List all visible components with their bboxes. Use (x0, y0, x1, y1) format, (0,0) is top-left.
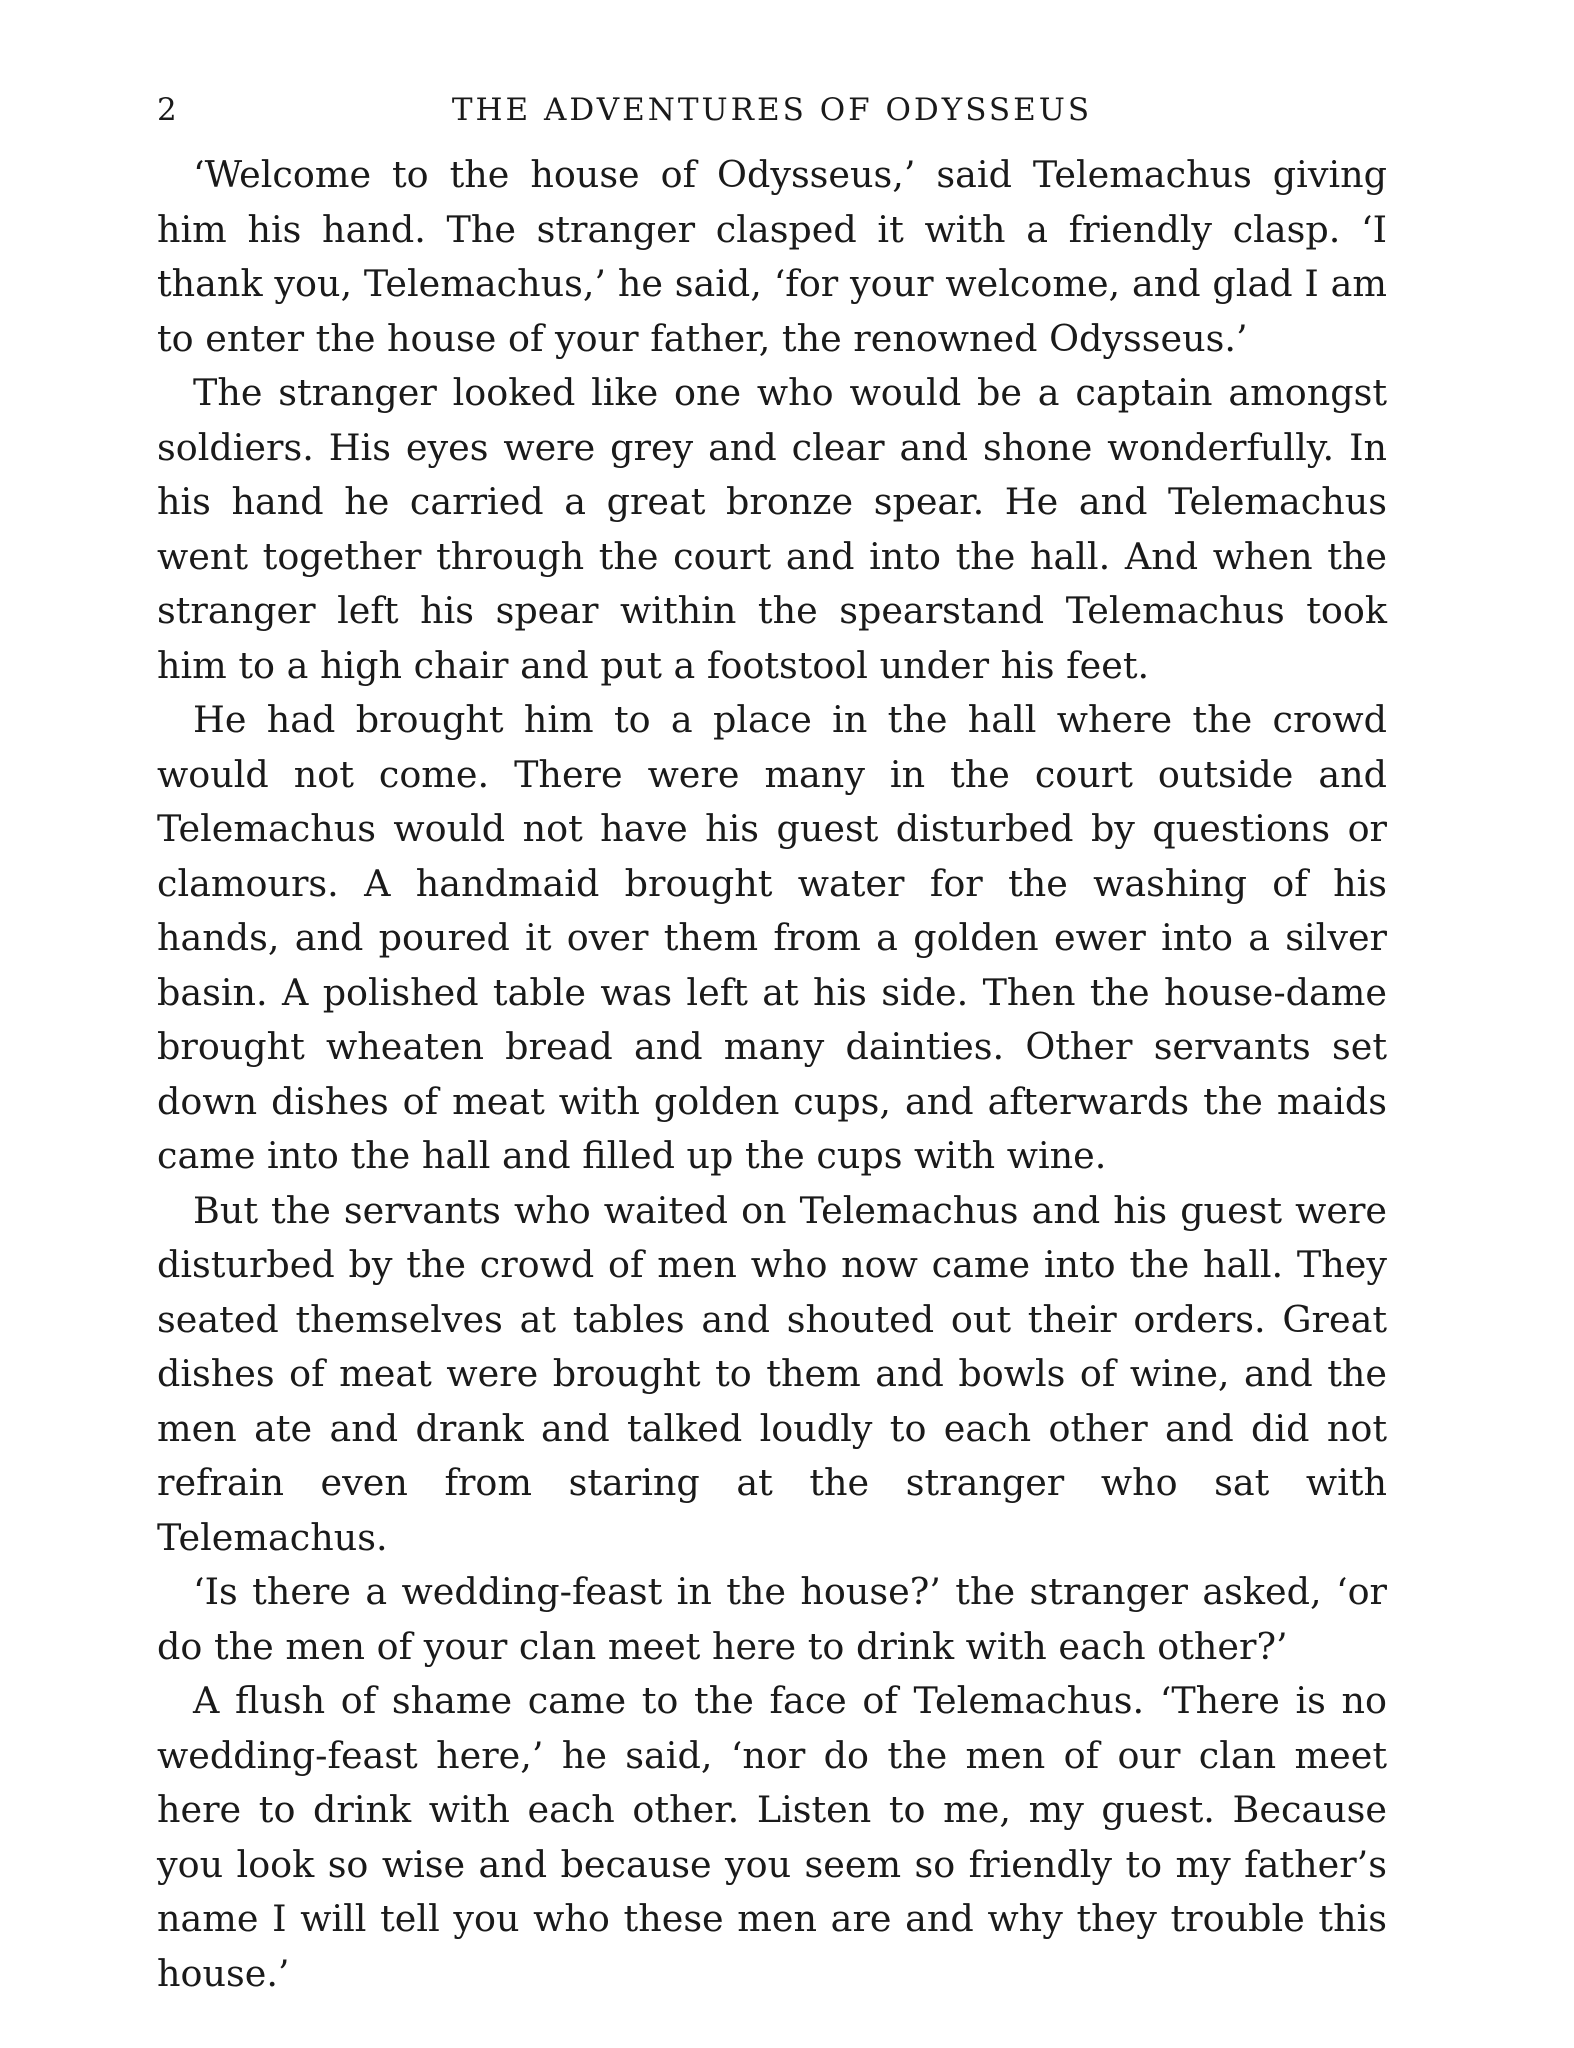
paragraph: He had brought him to a place in the hall where the crowd would not come. There were many in the court outside and Telemachus would not have his guest disturbed by questions or clamours. A handmaid brought water for the washing of his hands, and poured it over them from a golden ewer into a silver basin. A polished table was left at his side. Then the house-dame brought wheaten bread and many dainties. Other servants set down dishes of meat with golden cups, and afterwards the maids came into the hall and filled up the cups with wine. (157, 698, 1387, 1177)
running-title: THE ADVENTURES OF ODYSSEUS (451, 92, 1093, 128)
body-text (157, 148, 1387, 2001)
page-number: 2 (157, 92, 177, 128)
paragraph: ‘Welcome to the house of Odysseus,’ said Telemachus giving him his hand. The stranger clasped it with a friendly clasp. ‘I thank you, Telemachus,’ he said, ‘for your welcome, and glad I am to enter the house of your father, the renowned Odysseus.’ (157, 153, 1387, 360)
paragraph: A flush of shame came to the face of Telemachus. ‘There is no wedding-feast here,’ he said, ‘nor do the men of our clan meet here to drink with each other. Listen to me, my guest. Because you look so wise and because you seem so friendly to my father’s name I will tell you who these men are and why they trouble this house.’ (157, 1679, 1387, 1995)
paragraph: But the servants who waited on Telemachus and his guest were disturbed by the crowd of men who now came into the hall. They seated themselves at tables and shouted out their orders. Great dishes of meat were brought to them and bowls of wine, and the men ate and drank and talked loudly to each other and did not refrain even from staring at the stranger who sat with Telemachus. (157, 1188, 1387, 1559)
paragraph: ‘Is there a wedding-feast in the house?’ the stranger asked, ‘or do the men of your clan meet here to drink with each other?’ (157, 1570, 1387, 1668)
running-head (157, 90, 1387, 130)
paragraph: The stranger looked like one who would be a captain amongst soldiers. His eyes were grey and clear and shone wonderfully. In his hand he carried a great bronze spear. He and Telemachus went together through the court and into the hall. And when the stranger left his spear within the spearstand Telemachus took him to a high chair and put a footstool under his feet. (157, 371, 1387, 687)
